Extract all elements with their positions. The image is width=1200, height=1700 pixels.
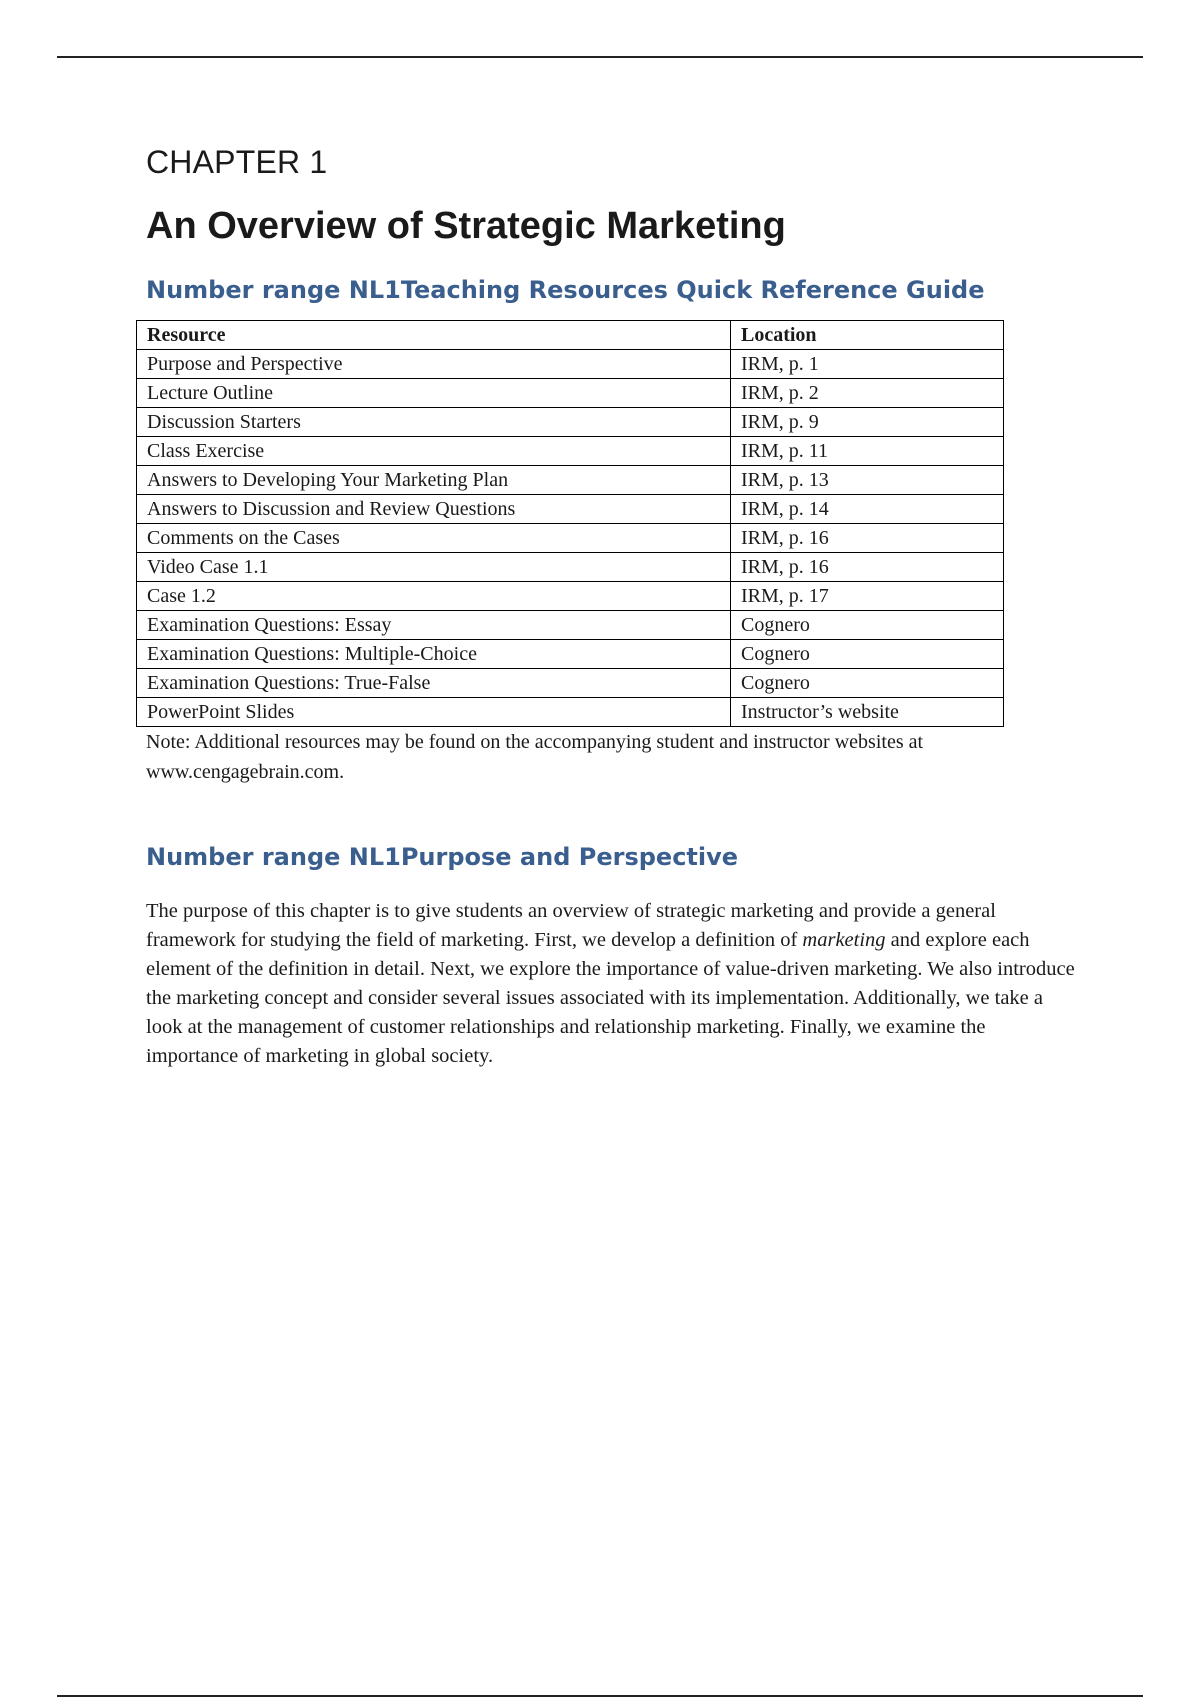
resource-cell: Class Exercise bbox=[137, 437, 731, 466]
table-row bbox=[137, 669, 1004, 698]
table-row bbox=[137, 524, 1004, 553]
page-content bbox=[146, 142, 1076, 1071]
resource-cell: Answers to Discussion and Review Questions bbox=[137, 495, 731, 524]
table-row bbox=[137, 408, 1004, 437]
location-cell: IRM, p. 17 bbox=[731, 582, 1004, 611]
resource-cell: Case 1.2 bbox=[137, 582, 731, 611]
resource-cell: Comments on the Cases bbox=[137, 524, 731, 553]
top-rule bbox=[57, 56, 1143, 58]
resource-cell: Purpose and Perspective bbox=[137, 350, 731, 379]
location-cell: Cognero bbox=[731, 611, 1004, 640]
location-cell: Instructor’s website bbox=[731, 698, 1004, 727]
purpose-text-after: and explore each element of the definition in detail. Next, we explore the importance of value-driven marketing. We also introduce the marketing concept and consider several issues associated with its implementation. Additionally, we take a look at the management of customer relationships and relationship marketing. Finally, we examine the importance of marketing in global society. bbox=[146, 929, 1075, 1067]
location-cell: IRM, p. 16 bbox=[731, 524, 1004, 553]
table-row bbox=[137, 640, 1004, 669]
location-cell: IRM, p. 11 bbox=[731, 437, 1004, 466]
resource-cell: Examination Questions: True-False bbox=[137, 669, 731, 698]
purpose-paragraph bbox=[146, 897, 1076, 1071]
table-row bbox=[137, 350, 1004, 379]
quick-reference-heading: Number range NL1Teaching Resources Quick Reference Guide bbox=[146, 276, 985, 304]
resource-cell: Video Case 1.1 bbox=[137, 553, 731, 582]
table-row bbox=[137, 466, 1004, 495]
table-row bbox=[137, 495, 1004, 524]
table-row bbox=[137, 698, 1004, 727]
bottom-rule bbox=[57, 1695, 1143, 1697]
table-header-row bbox=[137, 321, 1004, 350]
resources-note: Note: Additional resources may be found on the accompanying student and instructor websites at www.cengagebrain.com. bbox=[146, 731, 924, 783]
location-cell: IRM, p. 14 bbox=[731, 495, 1004, 524]
column-header-location: Location bbox=[731, 321, 1004, 350]
location-cell: IRM, p. 13 bbox=[731, 466, 1004, 495]
resources-table-body bbox=[137, 350, 1004, 727]
resource-cell: Answers to Developing Your Marketing Plan bbox=[137, 466, 731, 495]
chapter-title: An Overview of Strategic Marketing bbox=[146, 205, 786, 247]
resource-cell: Lecture Outline bbox=[137, 379, 731, 408]
resource-cell: Discussion Starters bbox=[137, 408, 731, 437]
purpose-text-emphasis: marketing bbox=[802, 929, 886, 951]
location-cell: IRM, p. 9 bbox=[731, 408, 1004, 437]
table-row bbox=[137, 437, 1004, 466]
table-row bbox=[137, 379, 1004, 408]
resource-cell: PowerPoint Slides bbox=[137, 698, 731, 727]
table-row bbox=[137, 611, 1004, 640]
resource-cell: Examination Questions: Multiple-Choice bbox=[137, 640, 731, 669]
chapter-label: CHAPTER 1 bbox=[146, 144, 328, 180]
location-cell: Cognero bbox=[731, 669, 1004, 698]
table-row bbox=[137, 553, 1004, 582]
table-row bbox=[137, 582, 1004, 611]
location-cell: IRM, p. 2 bbox=[731, 379, 1004, 408]
location-cell: Cognero bbox=[731, 640, 1004, 669]
column-header-resource: Resource bbox=[137, 321, 731, 350]
resources-table bbox=[136, 320, 1004, 727]
purpose-text-before: The purpose of this chapter is to give students an overview of strategic marketing and provide a general framework for studying the field of marketing. First, we develop a definition of bbox=[146, 900, 996, 951]
purpose-heading: Number range NL1Purpose and Perspective bbox=[146, 843, 739, 871]
location-cell: IRM, p. 16 bbox=[731, 553, 1004, 582]
location-cell: IRM, p. 1 bbox=[731, 350, 1004, 379]
resource-cell: Examination Questions: Essay bbox=[137, 611, 731, 640]
